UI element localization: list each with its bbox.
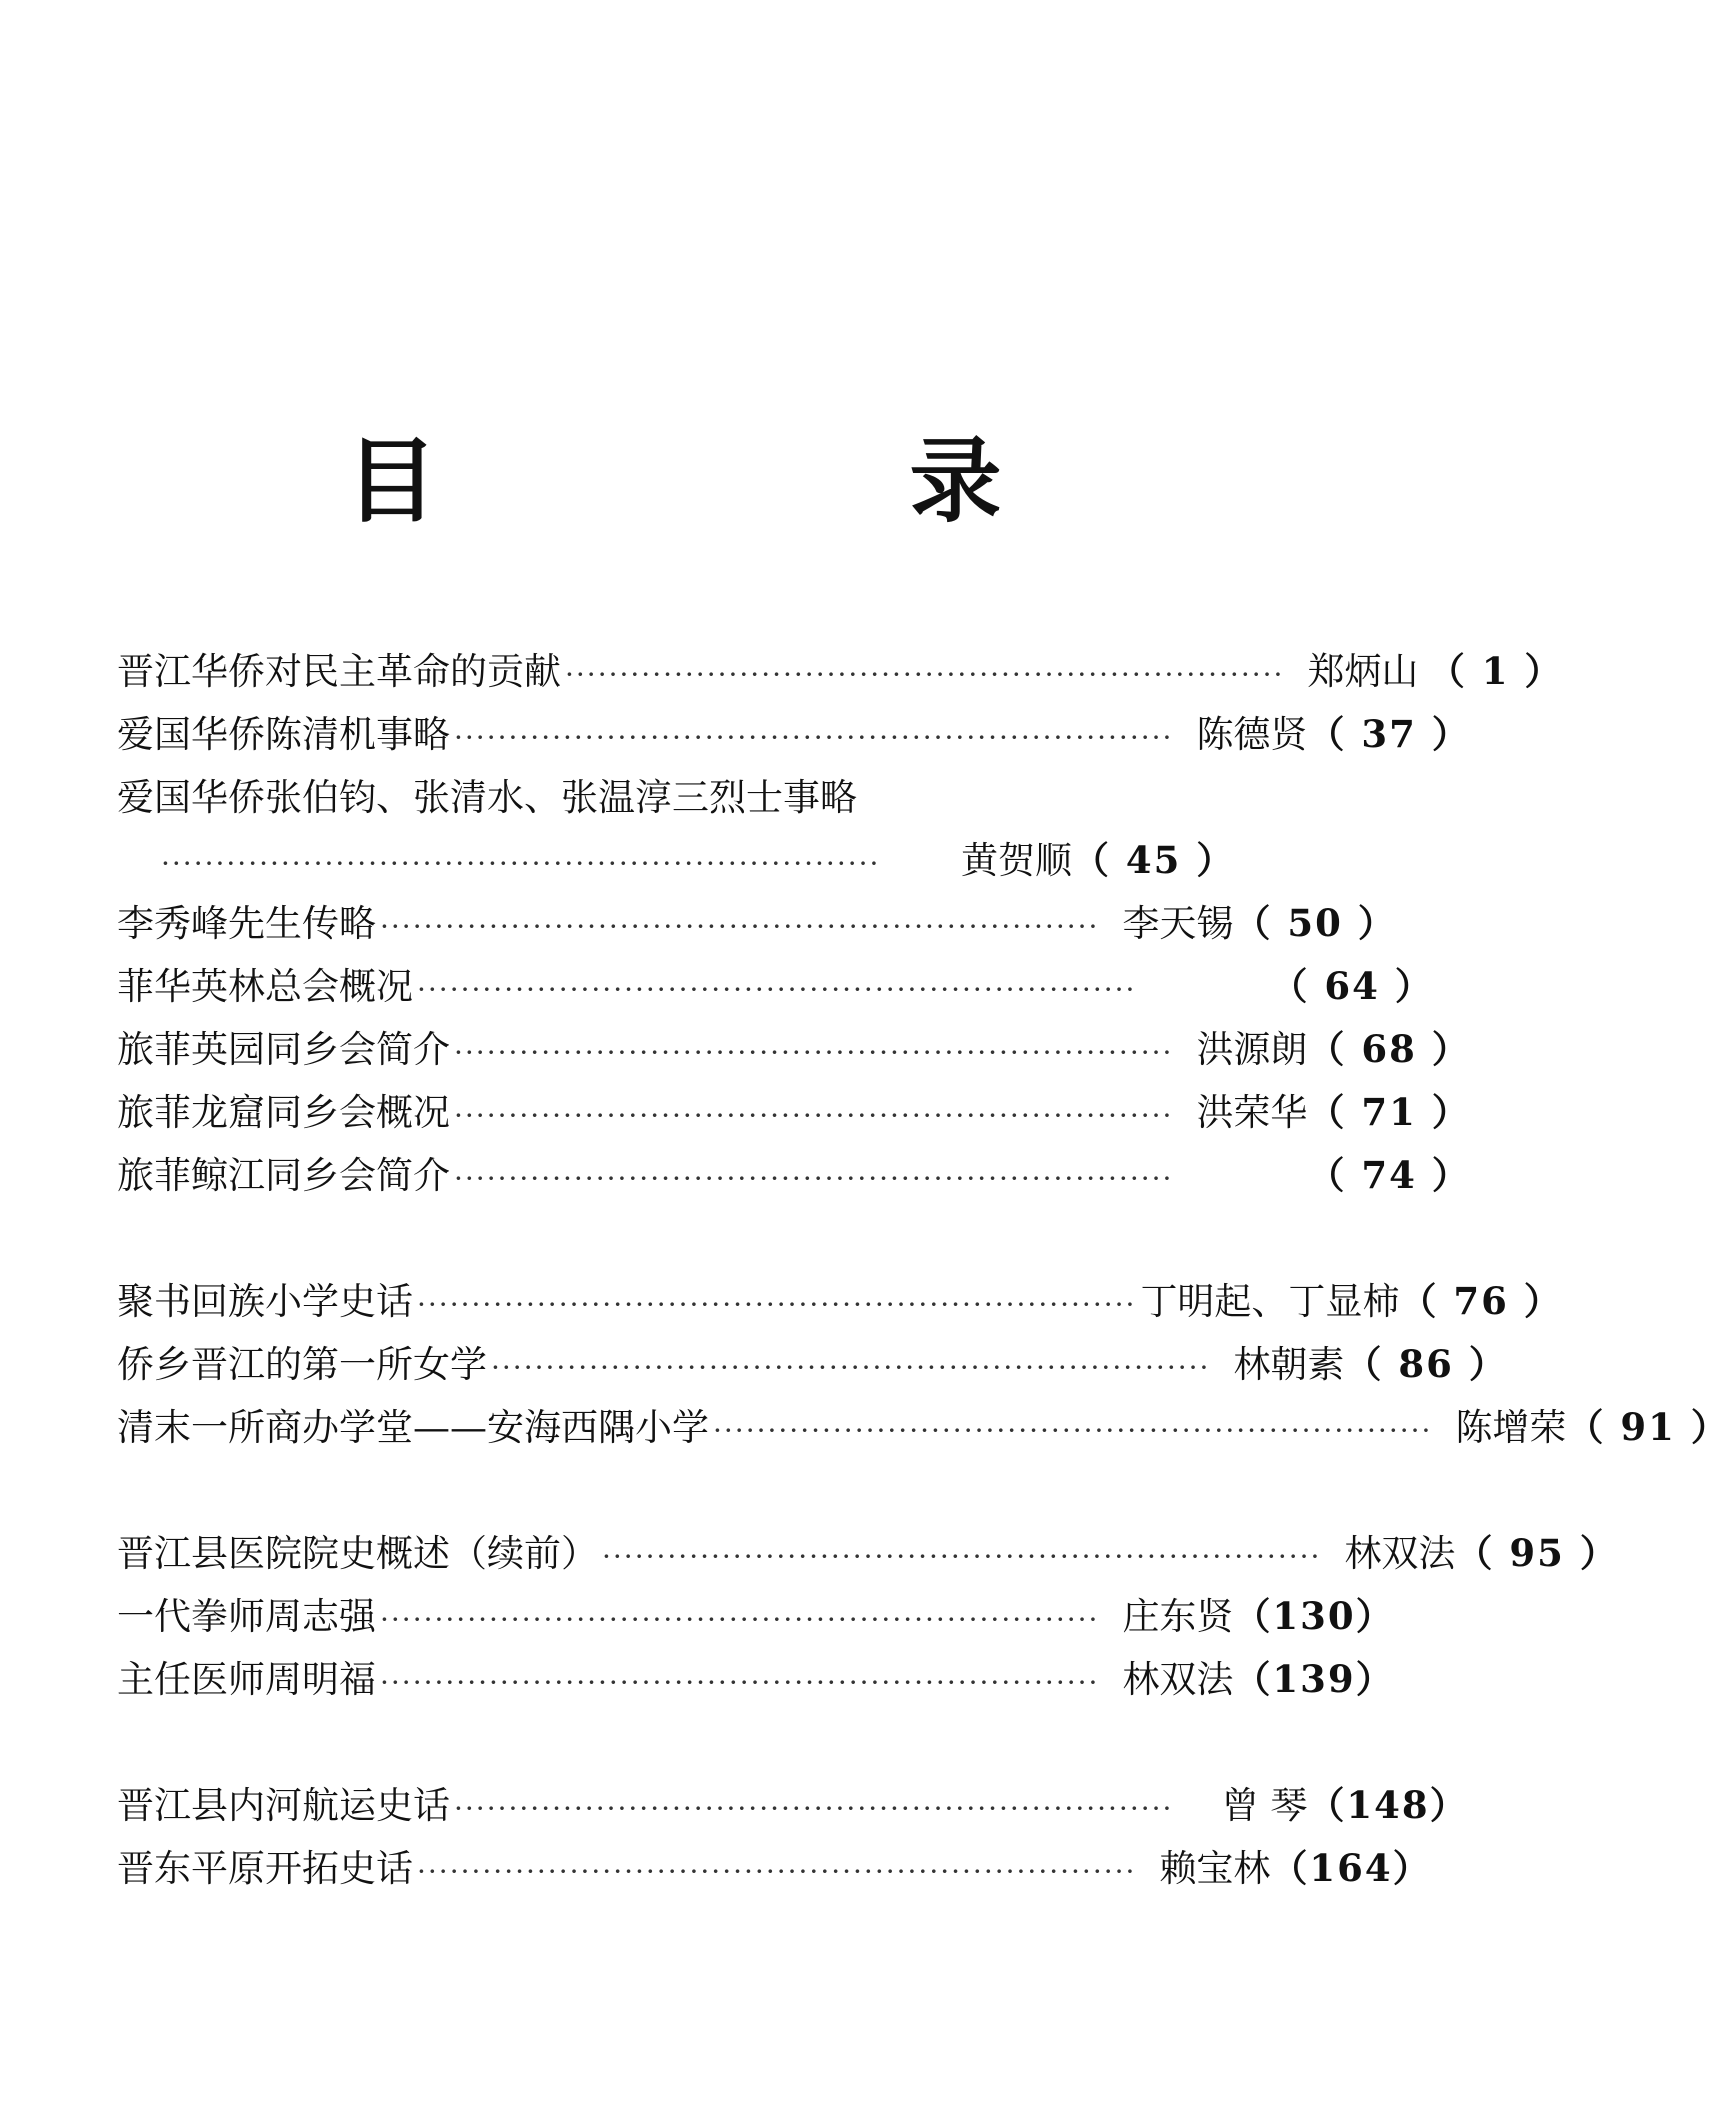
entry-page: （130） bbox=[1233, 1594, 1395, 1638]
dot-leader: ·································································· bbox=[713, 1414, 1433, 1447]
dot-leader: ·································································· bbox=[454, 1792, 1174, 1825]
toc-entry[interactable] bbox=[117, 892, 1397, 955]
entry-author: 曾 琴 bbox=[1221, 1784, 1308, 1827]
dot-leader: ·································································· bbox=[380, 910, 1100, 943]
entry-author: 林双法 bbox=[1122, 1658, 1234, 1701]
entry-page: （ 74 ） bbox=[1307, 1153, 1471, 1197]
entry-page: （ 76 ） bbox=[1399, 1279, 1563, 1323]
section-spacer bbox=[117, 1459, 1217, 1522]
entry-title: 旅菲英园同乡会简介 bbox=[117, 1028, 450, 1071]
entry-author: 林朝素 bbox=[1233, 1343, 1345, 1386]
entry-title: 菲华英林总会概况 bbox=[117, 965, 413, 1008]
dot-leader: ·································································· bbox=[161, 847, 881, 880]
entry-title: 主任医师周明福 bbox=[117, 1658, 376, 1701]
entry-page: （ 68 ） bbox=[1307, 1027, 1471, 1071]
section-spacer bbox=[117, 1207, 1217, 1270]
entry-author: 郑炳山 bbox=[1307, 650, 1419, 693]
toc-entry[interactable] bbox=[117, 1837, 1432, 1900]
toc-entry[interactable] bbox=[117, 1585, 1395, 1648]
entry-title: 清末一所商办学堂——安海西隅小学 bbox=[117, 1406, 709, 1449]
section-spacer bbox=[117, 1711, 1217, 1774]
entry-page: （ 1 ） bbox=[1427, 649, 1564, 693]
dot-leader: ·································································· bbox=[565, 658, 1285, 691]
toc-entry[interactable] bbox=[117, 1522, 1619, 1585]
entry-title: 旅菲鲸江同乡会简介 bbox=[117, 1154, 450, 1197]
entry-author: 赖宝林 bbox=[1159, 1847, 1271, 1890]
page-title: 目 录 bbox=[345, 427, 1222, 535]
entry-page: （164） bbox=[1270, 1846, 1432, 1890]
entry-author: 庄东贤 bbox=[1122, 1595, 1234, 1638]
entry-author: 洪荣华 bbox=[1196, 1091, 1308, 1134]
table-of-contents bbox=[117, 640, 1730, 1900]
dot-leader: ·································································· bbox=[602, 1540, 1322, 1573]
dot-leader: ·································································· bbox=[380, 1666, 1100, 1699]
entry-title: 侨乡晋江的第一所女学 bbox=[117, 1343, 487, 1386]
entry-page: （ 71 ） bbox=[1307, 1090, 1471, 1134]
dot-leader: ·································································· bbox=[454, 721, 1174, 754]
toc-entry[interactable] bbox=[117, 766, 1217, 829]
entry-title: 晋江县内河航运史话 bbox=[117, 1784, 450, 1827]
entry-author: 洪源朗 bbox=[1196, 1028, 1308, 1071]
entry-title: 爱国华侨张伯钧、张清水、张温淳三烈士事略 bbox=[117, 776, 857, 819]
entry-title: 晋江华侨对民主革命的贡献 bbox=[117, 650, 561, 693]
entry-author: 丁明起、丁显柿 bbox=[1140, 1280, 1400, 1323]
toc-entry[interactable] bbox=[117, 1774, 1469, 1837]
entry-title: 旅菲龙窟同乡会概况 bbox=[117, 1091, 450, 1134]
dot-leader: ·································································· bbox=[454, 1099, 1174, 1132]
toc-entry[interactable] bbox=[117, 703, 1471, 766]
toc-entry[interactable] bbox=[117, 640, 1564, 703]
toc-entry[interactable] bbox=[117, 955, 1434, 1018]
entry-title: 一代拳师周志强 bbox=[117, 1595, 376, 1638]
entry-author: 林双法 bbox=[1344, 1532, 1456, 1575]
entry-author: 李天锡 bbox=[1122, 902, 1234, 945]
entry-page: （ 95 ） bbox=[1455, 1531, 1619, 1575]
dot-leader: ·································································· bbox=[491, 1351, 1211, 1384]
dot-leader: ·································································· bbox=[417, 1288, 1137, 1321]
toc-entry[interactable] bbox=[117, 1144, 1471, 1207]
entry-page: （ 45 ） bbox=[1072, 838, 1236, 882]
entry-page: （ 50 ） bbox=[1233, 901, 1397, 945]
toc-entry[interactable] bbox=[117, 1333, 1508, 1396]
dot-leader: ·································································· bbox=[454, 1162, 1174, 1195]
entry-page: （ 91 ） bbox=[1566, 1405, 1730, 1449]
dot-leader: ·································································· bbox=[454, 1036, 1174, 1069]
dot-leader: ·································································· bbox=[417, 973, 1137, 1006]
toc-entry[interactable] bbox=[117, 1648, 1395, 1711]
entry-title: 李秀峰先生传略 bbox=[117, 902, 376, 945]
entry-title: 晋东平原开拓史话 bbox=[117, 1847, 413, 1890]
toc-entry[interactable] bbox=[117, 1396, 1730, 1459]
toc-entry[interactable] bbox=[117, 1270, 1563, 1333]
entry-page: （ 37 ） bbox=[1307, 712, 1471, 756]
entry-author: 陈增荣 bbox=[1455, 1406, 1567, 1449]
entry-author: 黄贺顺 bbox=[961, 839, 1072, 882]
entry-page: （148） bbox=[1307, 1783, 1469, 1827]
toc-entry[interactable] bbox=[117, 1018, 1471, 1081]
entry-page: （139） bbox=[1233, 1657, 1395, 1701]
dot-leader: ·································································· bbox=[417, 1855, 1137, 1888]
entry-title: 聚书回族小学史话 bbox=[117, 1280, 413, 1323]
toc-entry[interactable] bbox=[117, 1081, 1471, 1144]
toc-entry-continuation[interactable] bbox=[117, 829, 1236, 892]
entry-title: 晋江县医院院史概述（续前） bbox=[117, 1532, 598, 1575]
entry-page: （ 64 ） bbox=[1270, 964, 1434, 1008]
entry-page: （ 86 ） bbox=[1344, 1342, 1508, 1386]
entry-author: 陈德贤 bbox=[1196, 713, 1308, 756]
dot-leader: ·································································· bbox=[380, 1603, 1100, 1636]
entry-title: 爱国华侨陈清机事略 bbox=[117, 713, 450, 756]
